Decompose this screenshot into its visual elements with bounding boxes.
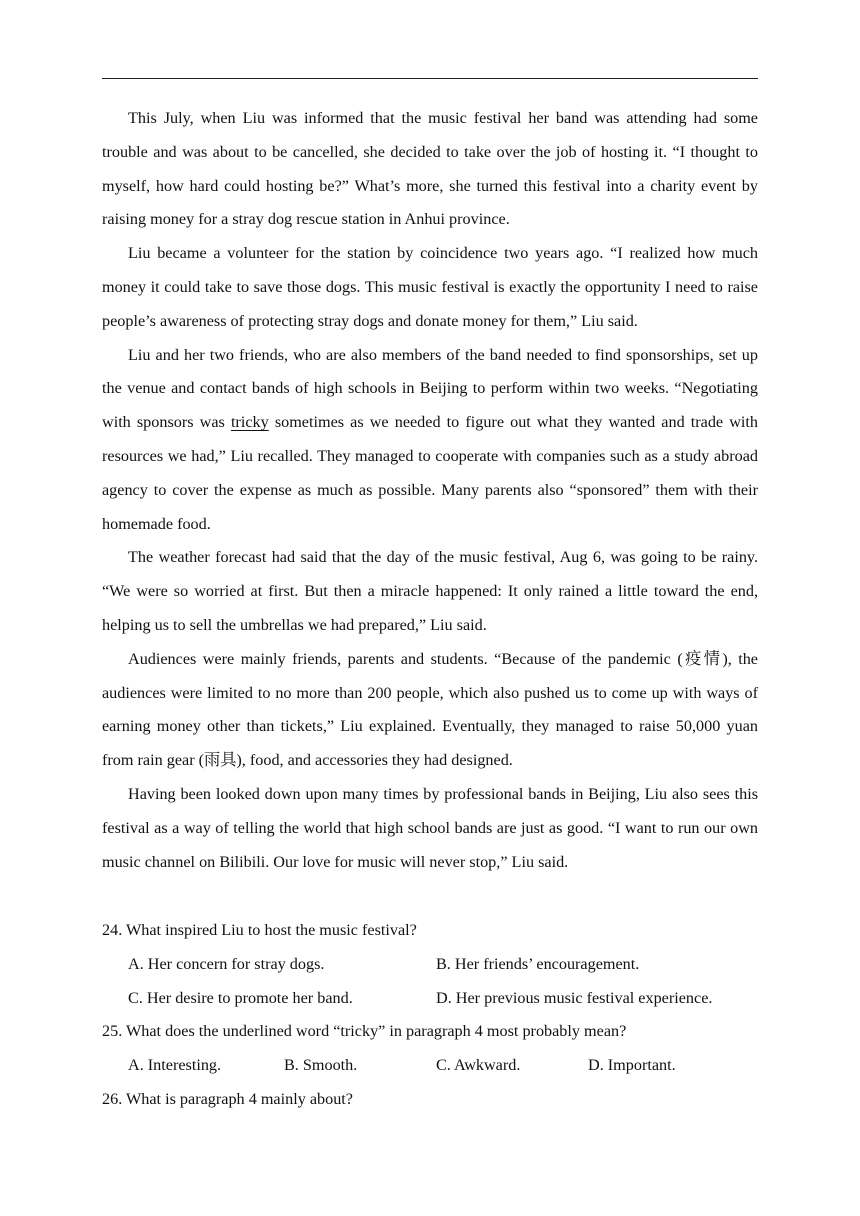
question-24-options <box>102 948 762 982</box>
option-25-c: C. Awkward. <box>436 1056 521 1075</box>
question-25-options <box>102 1049 762 1083</box>
paragraph-6: Having been looked down upon many times by professional bands in Beijing, Liu also sees this festival as a way of telling the world that high school bands are just as good. “I want to run our own music channel on Bilibili. Our love for music will never stop,” Liu said. <box>102 784 758 871</box>
paragraph-3-after: sometimes as we needed to figure out what they wanted and trade with resources we had,” Liu recalled. They managed to cooperate with companies such as a study abroad agency to cover the expense as much as possible. Many parents also “sponsored” them with their homemade food. <box>102 413 758 533</box>
question-25-stem: 25. What does the underlined word “tricky” in paragraph 4 most probably mean? <box>102 1022 627 1041</box>
paragraph-3-before: Liu and her two friends, who are also members of the band needed to find sponsorships, set up the venue and contact bands of high schools in Beijing to perform within two weeks. “Negotiating with sponsors was <box>102 345 758 432</box>
paragraph-2: Liu became a volunteer for the station by coincidence two years ago. “I realized how much money it could take to save those dogs. This music festival is exactly the opportunity I need to raise people’s awareness of protecting stray dogs and donate money for them,” Liu said. <box>102 244 758 330</box>
questions <box>102 914 762 1117</box>
paragraph-4: The weather forecast had said that the day of the music festival, Aug 6, was going to be rainy. “We were so worried at first. But then a miracle happened: It only rained a little toward the end, helping us to sell the umbrellas we had prepared,” Liu said. <box>102 548 758 634</box>
question-26-stem: 26. What is paragraph 4 mainly about? <box>102 1089 353 1108</box>
option-25-b: B. Smooth. <box>284 1056 358 1075</box>
option-25-a: A. Interesting. <box>128 1056 222 1075</box>
option-24-c: C. Her desire to promote her band. <box>128 988 353 1007</box>
paragraph-1: This July, when Liu was informed that the music festival her band was attending had some trouble and was about to be cancelled, she decided to take over the job of hosting it. “I thought to myself, how hard could hosting be?” What’s more, she turned this festival into a charity event by raising money for a stray dog rescue station in Anhui province. <box>102 109 758 229</box>
question-24-options-row2 <box>102 982 762 1016</box>
paragraph-3 <box>102 339 758 542</box>
option-24-d: D. Her previous music festival experience. <box>436 988 713 1007</box>
reading-passage <box>102 102 758 879</box>
question-24-stem: 24. What inspired Liu to host the music festival? <box>102 921 417 939</box>
underlined-word: tricky <box>230 413 269 432</box>
option-24-b: B. Her friends’ encouragement. <box>436 954 640 973</box>
paragraph-5: Audiences were mainly friends, parents and students. “Because of the pandemic (疫情), the audiences were limited to no more than 200 people, which also pushed us to come up with ways of earning money other than tickets,” Liu explained. Eventually, they managed to raise 50,000 yuan from rain gear (雨具), food, and accessories they had designed. <box>102 649 758 770</box>
header-rule <box>102 78 758 79</box>
option-24-a: A. Her concern for stray dogs. <box>128 954 325 973</box>
option-25-d: D. Important. <box>588 1056 676 1075</box>
